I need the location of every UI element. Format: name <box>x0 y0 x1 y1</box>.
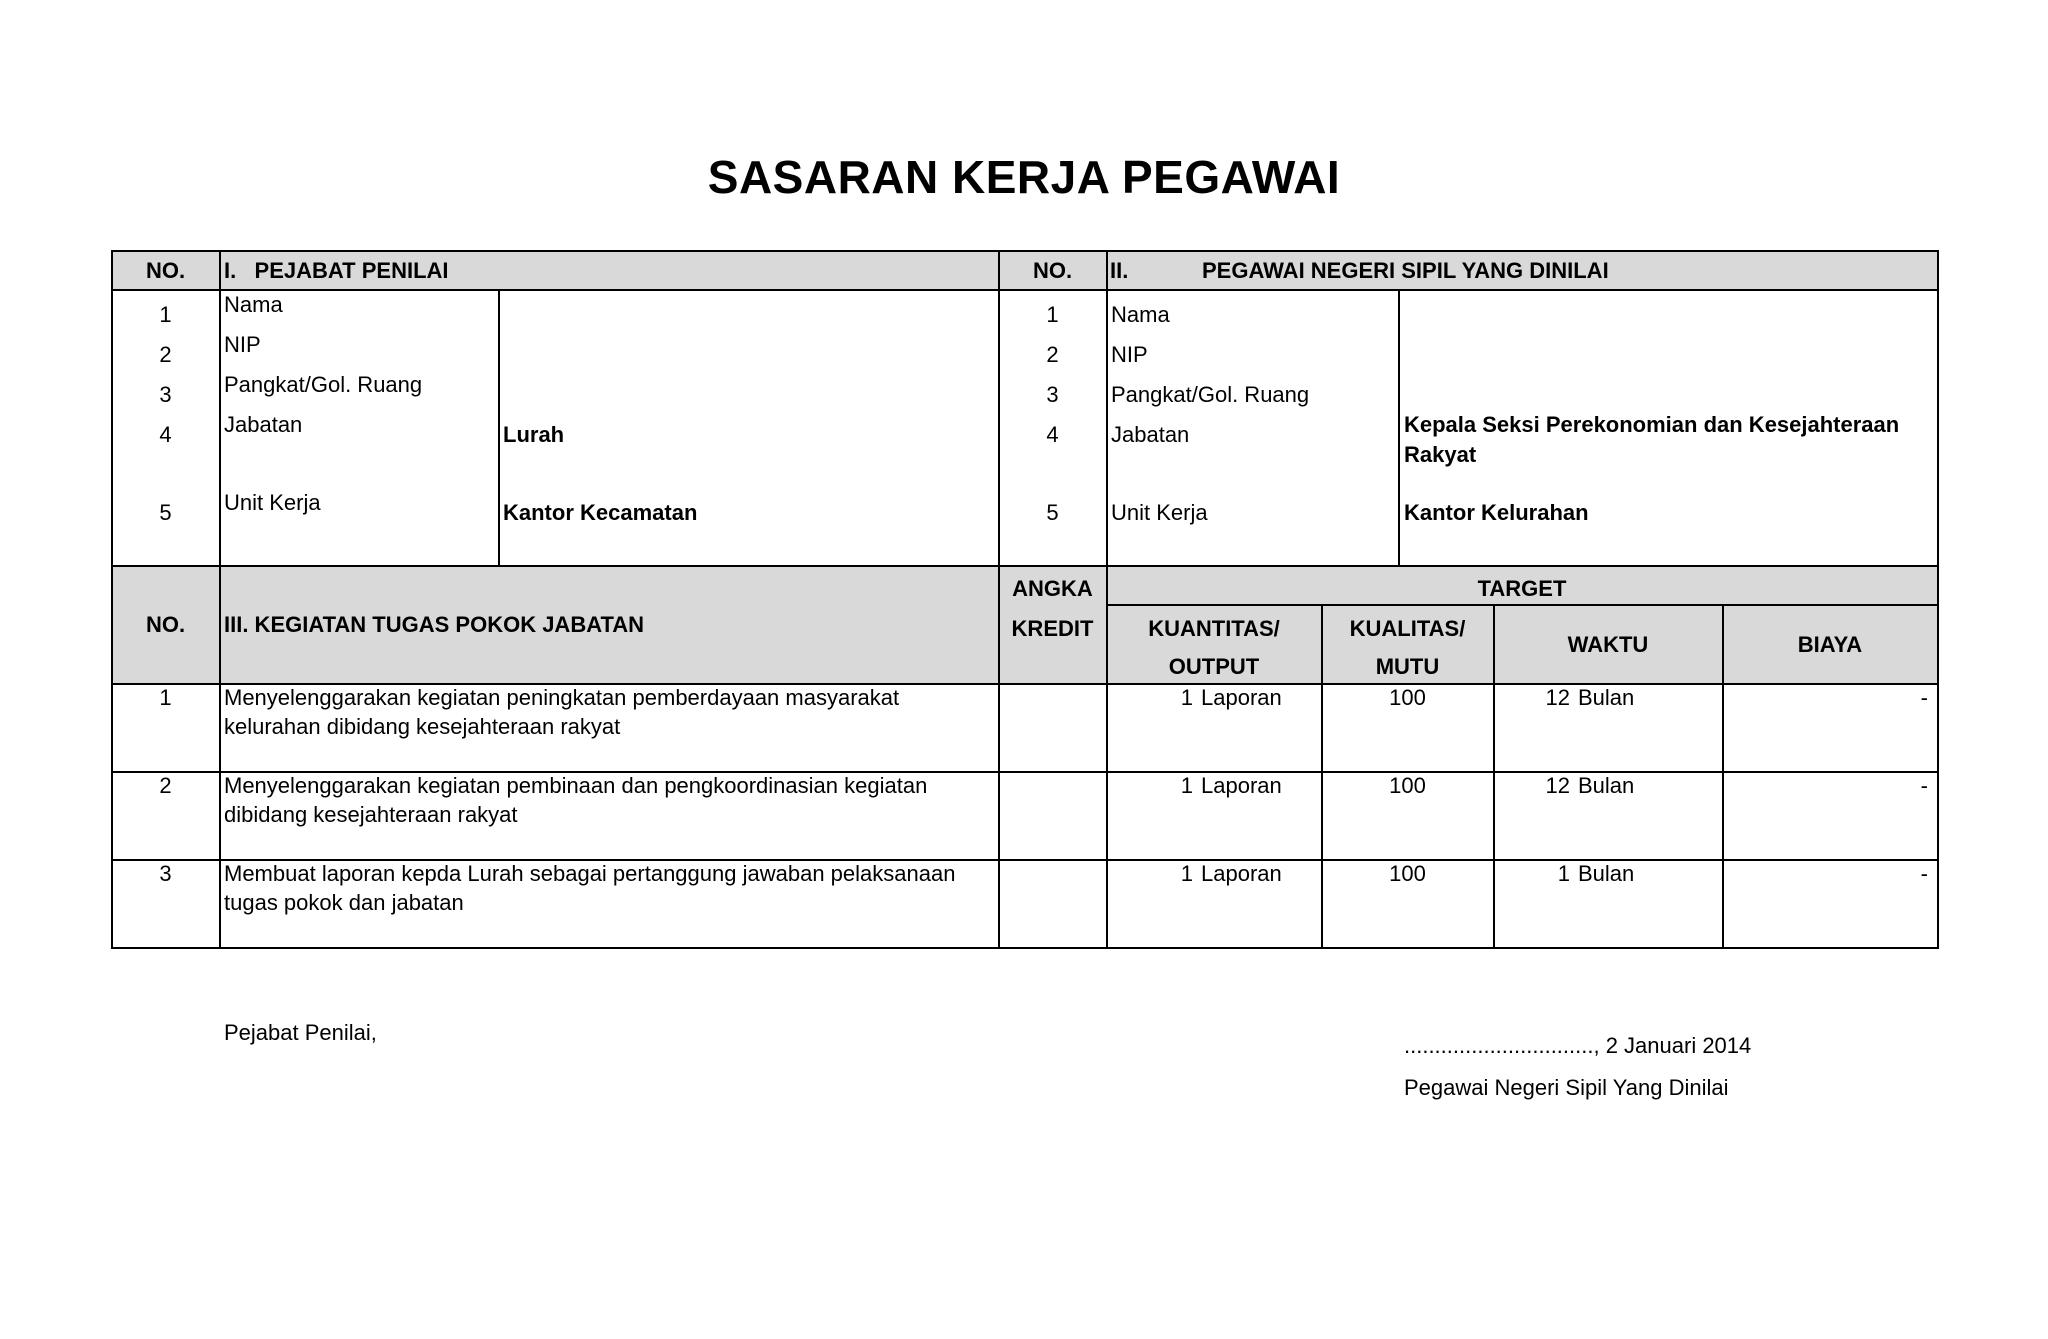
s2-row-no: 4 <box>1046 422 1059 447</box>
task-row-waktu: 1 <box>1557 861 1570 886</box>
task-row-qty: 1 <box>1180 861 1193 886</box>
s2-row-label: Unit Kerja <box>1111 500 1208 525</box>
task-row-waktu-unit: Bulan <box>1578 685 1635 710</box>
s2-row-no: 5 <box>1046 500 1059 525</box>
section3-header: III. KEGIATAN TUGAS POKOK JABATAN <box>224 612 645 637</box>
s2-row-value: Kepala Seksi Perekonomian dan Kesejahteraan <box>1404 412 1900 437</box>
s1-row-no: 4 <box>159 422 172 447</box>
s1-row-value: Lurah <box>503 422 565 447</box>
s1-row-label: Unit Kerja <box>224 490 321 515</box>
s1-row-label: Jabatan <box>224 412 303 437</box>
task-row-waktu: 12 <box>1545 685 1570 710</box>
s1-row-value: Kantor Kecamatan <box>503 500 698 525</box>
s1-row-label: Nama <box>224 292 283 317</box>
section2-header: PEGAWAI NEGERI SIPIL YANG DINILAI <box>1202 258 1609 283</box>
task-row-qty-unit: Laporan <box>1201 773 1282 798</box>
section3-no-header: NO. <box>145 612 186 637</box>
signature-right-label: Pegawai Negeri Sipil Yang Dinilai <box>1404 1075 1729 1100</box>
kualitas-header: KUALITAS/ <box>1349 616 1466 641</box>
s2-row-value: Kantor Kelurahan <box>1404 500 1589 525</box>
task-row-desc: kelurahan dibidang kesejahteraan rakyat <box>224 714 621 739</box>
section2-no-header: NO. <box>1032 258 1073 283</box>
task-row-qty: 1 <box>1180 685 1193 710</box>
s2-row-value: Rakyat <box>1404 442 1477 467</box>
s1-row-no: 2 <box>159 342 172 367</box>
task-row-desc: dibidang kesejahteraan rakyat <box>224 802 518 827</box>
section2-header-num: II. <box>1110 258 1129 283</box>
target-header: TARGET <box>1477 576 1567 601</box>
task-row-biaya: - <box>1920 773 1928 798</box>
signature-left-label: Pejabat Penilai, <box>224 1020 377 1045</box>
task-row-qty: 1 <box>1180 773 1193 798</box>
s2-row-label: NIP <box>1111 342 1148 367</box>
task-row-mutu: 100 <box>1389 685 1426 710</box>
task-row-desc: Membuat laporan kepda Lurah sebagai pertanggung jawaban pelaksanaan <box>224 861 956 886</box>
kuantitas-header: KUANTITAS/ <box>1148 616 1280 641</box>
angka-kredit-header: KREDIT <box>1011 616 1094 641</box>
task-row-biaya: - <box>1920 861 1928 886</box>
task-row-no: 3 <box>159 861 172 886</box>
task-row-biaya: - <box>1920 685 1928 710</box>
task-row-waktu-unit: Bulan <box>1578 773 1635 798</box>
task-row-qty-unit: Laporan <box>1201 861 1282 886</box>
section1-header: I. PEJABAT PENILAI <box>224 258 449 283</box>
signature-date: ..............................., 2 Januari 2014 <box>1404 1033 1752 1058</box>
s2-row-no: 3 <box>1046 382 1059 407</box>
task-row-no: 2 <box>159 773 172 798</box>
task-row-desc: tugas pokok dan jabatan <box>224 890 464 915</box>
s1-row-label: NIP <box>224 332 261 357</box>
s1-row-no: 1 <box>159 302 172 327</box>
s1-row-no: 3 <box>159 382 172 407</box>
waktu-header: WAKTU <box>1567 632 1649 657</box>
biaya-header: BIAYA <box>1797 632 1863 657</box>
task-row-desc: Menyelenggarakan kegiatan peningkatan pemberdayaan masyarakat <box>224 685 900 710</box>
s2-row-label: Nama <box>1111 302 1170 327</box>
s2-row-no: 2 <box>1046 342 1059 367</box>
kualitas-header: MUTU <box>1375 654 1440 679</box>
task-row-mutu: 100 <box>1389 861 1426 886</box>
task-row-qty-unit: Laporan <box>1201 685 1282 710</box>
angka-kredit-header: ANGKA <box>1012 576 1093 601</box>
task-row-mutu: 100 <box>1389 773 1426 798</box>
s1-row-no: 5 <box>159 500 172 525</box>
task-row-desc: Menyelenggarakan kegiatan pembinaan dan pengkoordinasian kegiatan <box>224 773 928 798</box>
task-row-waktu-unit: Bulan <box>1578 861 1635 886</box>
s2-row-label: Pangkat/Gol. Ruang <box>1111 382 1310 407</box>
s2-row-label: Jabatan <box>1111 422 1190 447</box>
kuantitas-header: OUTPUT <box>1168 654 1260 679</box>
page-title: SASARAN KERJA PEGAWAI <box>707 151 1341 203</box>
s1-row-label: Pangkat/Gol. Ruang <box>224 372 423 397</box>
task-row-waktu: 12 <box>1545 773 1570 798</box>
task-row-no: 1 <box>159 685 172 710</box>
s2-row-no: 1 <box>1046 302 1059 327</box>
section1-no-header: NO. <box>145 258 186 283</box>
